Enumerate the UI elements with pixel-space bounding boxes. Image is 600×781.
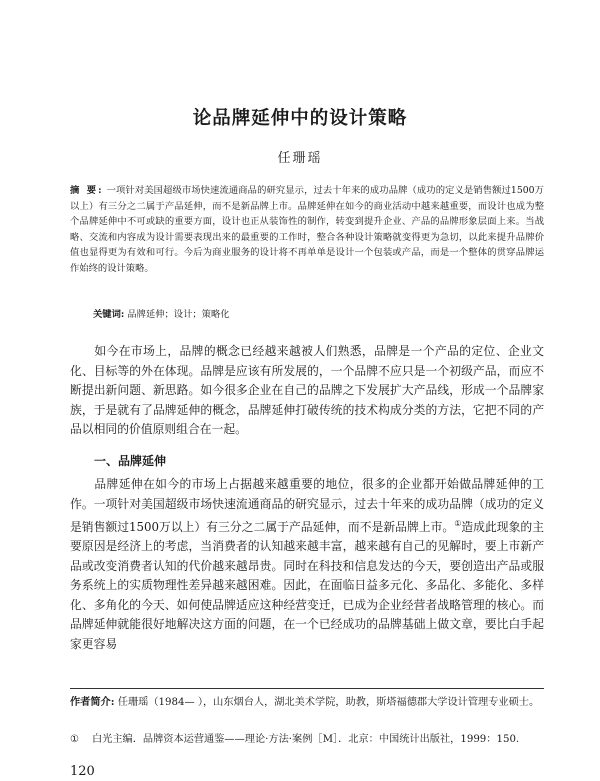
author-note: [70, 694, 544, 711]
keywords-label: 关键词:: [93, 309, 125, 320]
paragraph-1-text: 如今在市场上，品牌的概念已经越来越被人们熟悉，品牌是一个产品的定位、企业文化、目标等的外在体现。品牌是应该有所发展的，一个品牌不应只是一个初级产品，而应不断提出新问题、新思路。如今很多企业在自己的品牌之下发展扩大产品线，形成一个品牌家族，于是就有了品牌延伸的概念，品牌延伸打破传统的技术构成分类的方法，它把不同的产品以相同的价值原则组合在一起。: [70, 344, 544, 436]
author-name: 任珊瑶: [277, 151, 323, 166]
footnote: [70, 731, 544, 748]
article-title: 论品牌延伸中的设计策略: [192, 108, 408, 129]
abstract-text: 一项针对美国超级市场快速流通商品的研究显示，过去十年来的成功品牌（成功的定义是销售额过1500万以上）有三分之二属于产品延伸，而不是新品牌上市。品牌延伸在如今的商业活动中越来越重要，而设计也成为整个品牌延伸中不可或缺的重要方面，设计也正从装饰性的制作，转变到提升企业、产品的品牌形象层面上来。当战略、交流和内容成为设计需要表现出来的最重要的工作时，整合各种设计策略就变得更为急切，以此来提升品牌价值也显得更为有效和可行。今后为商业服务的设计将不再单单是设计一个包装或产品，而是一个整体的贯穿品牌运作始终的设计策略。: [70, 185, 544, 274]
body-paragraph: [70, 475, 544, 654]
page-number: 120: [70, 764, 95, 779]
keywords: [93, 307, 544, 322]
author-note-text: 任珊瑶（1984— ），山东烟台人，湖北美术学院，助教，斯塔福德郡大学设计管理专业硕士。: [117, 697, 540, 708]
footnote-divider: [70, 688, 544, 689]
footnote-mark: ①: [70, 734, 80, 745]
footnote-reference[interactable]: ①: [454, 519, 462, 528]
author-note-label: 作者简介:: [70, 696, 115, 708]
abstract-label: 摘 要:: [70, 185, 104, 196]
paragraph-2-text-a: 品牌延伸在如今的市场上占据越来越重要的地位，很多的企业都开始做品牌延伸的工作。一项针对美国超级市场快速流通商品的研究显示，过去十年来的成功品牌（成功的定义是销售额过1500万以上）有三分之二属于产品延伸，而不是新品牌上市。: [70, 477, 544, 534]
section-heading: 一、品牌延伸: [94, 454, 167, 468]
footnote-text: 白光主编．品牌资本运营通鉴——理论·方法·案例［M］．北京：中国统计出版社，1999：150.: [92, 734, 520, 745]
keywords-text: 品牌延伸；设计；策略化: [127, 309, 230, 320]
body-paragraph: [70, 342, 544, 440]
abstract: [70, 183, 544, 276]
paragraph-2-text-b: 造成此现象的主要原因是经济上的考虑，当消费者的认知越来越丰富，越来越有自己的见解时，要上市新产品或改变消费者认知的代价越来越昂贵。同时在科技和信息发达的今天，要创造出产品或服务系统上的实质物理性差异越来越困难。因此，在面临日益多元化、多品化、多能化、多样化、多角化的今天、如何使品牌适应这种经营变迁，已成为企业经营者战略管理的核心。而品牌延伸就能很好地解决这方面的问题，在一个已经成功的品牌基础上做文章，要比白手起家更容易: [70, 519, 545, 651]
